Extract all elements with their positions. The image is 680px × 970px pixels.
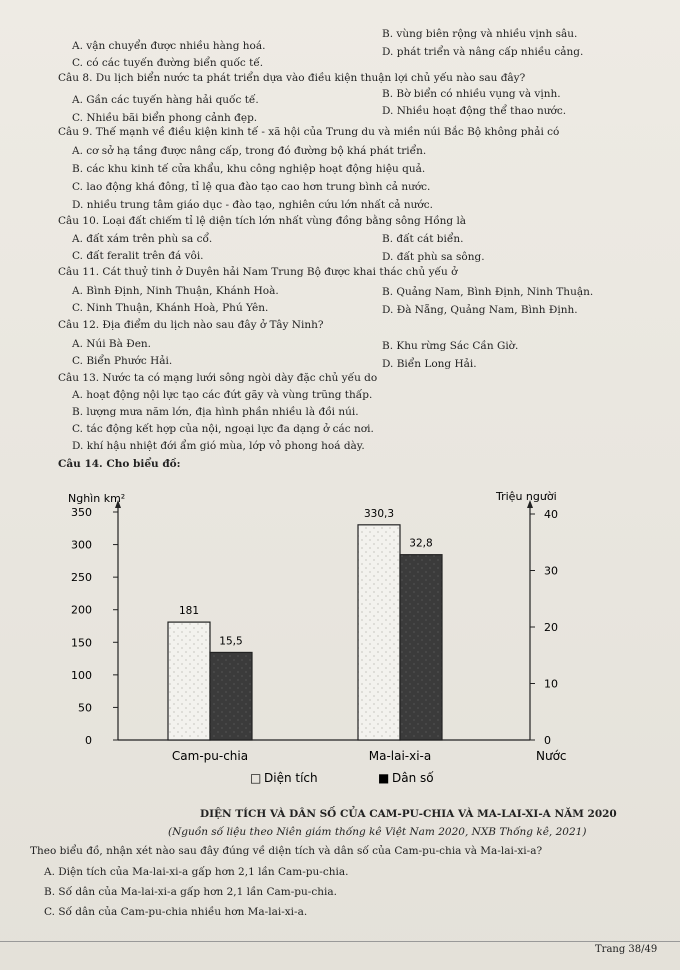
q7-option-c: C. có các tuyến đường biển quốc tế. [72,57,264,69]
left-tick-label: 0 [85,734,92,747]
q8-stem: Câu 8. Du lịch biển nước ta phát triển dựa vào điều kiện thuận lợi chủ yếu nào sau đây? [58,72,526,84]
q11-option-c: C. Ninh Thuận, Khánh Hoà, Phú Yên. [72,302,269,314]
area-value-label: 181 [178,605,200,618]
area-bar-1 [168,622,210,740]
q14-option-c: C. Số dân của Cam-pu-chia nhiều hơn Ma-lai-xi-a. [44,906,308,918]
left-tick-label: 150 [71,636,92,650]
q9-stem: Câu 9. Thế mạnh về điều kiện kinh tế - xã hội của Trung du và miền núi Bắc Bộ không phải có [58,126,560,138]
q14-question: Theo biểu đồ, nhận xét nào sau đây đúng về diện tích và dân số của Cam-pu-chia và Ma-lai-xi-a? [30,845,543,857]
q7-option-d: D. phát triển và nâng cấp nhiều cảng. [382,46,584,58]
q10-option-a: A. đất xám trên phù sa cổ. [72,233,213,245]
q12-option-c: C. Biển Phước Hải. [72,355,173,367]
q9-option-c: C. lao động khá đông, tỉ lệ qua đào tạo cao hơn trung bình cả nước. [72,181,431,193]
population-value-label: 32,8 [409,537,433,550]
q13-option-d: D. khí hậu nhiệt đới ẩm gió mùa, lớp vỏ phong hoá dày. [72,440,365,452]
footer-divider [0,941,680,942]
left-axis-title: Nghìn km² [68,492,126,505]
legend-population-label: Dân số [392,771,434,785]
chart-source: (Nguồn số liệu theo Niên giám thống kê Việt Nam 2020, NXB Thống kê, 2021) [168,826,587,838]
legend-area-symbol: □ [250,771,262,785]
q9-option-b: B. các khu kinh tế cửa khẩu, khu công nghiệp hoạt động hiệu quả. [72,163,426,175]
area-value-label: 330,3 [363,507,395,520]
q9-option-d: D. nhiều trung tâm giáo dục - đào tạo, nghiên cứu lớn nhất cả nước. [72,199,433,211]
q12-option-a: A. Núi Bà Đen. [72,338,152,350]
q10-option-b: B. đất cát biển. [382,233,464,245]
q7-option-b: B. vùng biên rộng và nhiều vịnh sâu. [382,28,578,40]
q14-stem: Câu 14. Cho biểu đồ: [58,458,181,470]
population-bar-2 [400,555,442,740]
q12-stem: Câu 12. Địa điểm du lịch nào sau đây ở Tây Ninh? [58,319,324,331]
population-bar-1 [210,652,252,740]
right-tick-label: 10 [544,677,558,691]
left-tick-label: 300 [71,538,92,552]
right-axis-title: Triệu người [496,490,557,503]
chart-bars [168,525,442,740]
q13-stem: Câu 13. Nước ta có mạng lưới sông ngòi dày đặc chủ yếu do [58,372,378,384]
category-label: Ma-lai-xi-a [368,749,432,763]
q8-option-d: D. Nhiều hoạt động thể thao nước. [382,105,567,117]
q8-option-c: C. Nhiều bãi biển phong cảnh đẹp. [72,112,258,124]
q12-option-b: B. Khu rừng Sác Cần Giờ. [382,340,519,352]
legend-area-label: Diện tích [264,771,318,785]
chart-axes [68,490,558,747]
q10-stem: Câu 10. Loại đất chiếm tỉ lệ diện tích lớn nhất vùng đồng bằng sông Hồng là [58,215,467,227]
left-tick-label: 50 [78,701,92,715]
left-tick-label: 100 [71,668,92,682]
right-tick-label: 30 [544,564,558,578]
population-value-label: 15,5 [219,635,243,648]
chart-caption: DIỆN TÍCH VÀ DÂN SỐ CỦA CAM-PU-CHIA VÀ MA-LAI-XI-A NĂM 2020 [200,808,617,820]
left-tick-label: 250 [71,571,92,585]
area-bar-2 [358,525,400,740]
q11-option-b: B. Quảng Nam, Bình Định, Ninh Thuận. [382,286,594,298]
q13-option-b: B. lượng mưa năm lớn, địa hình phần nhiều là đồi núi. [72,406,359,418]
q10-option-d: D. đất phù sa sông. [382,251,485,263]
page-number: Trang 38/49 [595,944,658,955]
q11-option-d: D. Đà Nẵng, Quảng Nam, Bình Định. [382,304,578,316]
q7-option-a: A. vận chuyển được nhiều hàng hoá. [72,40,266,52]
category-label: Cam-pu-chia [171,749,249,763]
x-end-label: Nước [536,749,567,763]
q8-option-a: A. Gần các tuyến hàng hải quốc tế. [72,94,259,106]
left-tick-label: 350 [71,506,92,519]
q12-option-d: D. Biển Long Hải. [382,358,477,370]
combo-bar-chart [60,470,620,790]
q13-option-a: A. hoạt động nội lực tạo các đứt gãy và vùng trũng thấp. [72,389,373,401]
q13-option-c: C. tác động kết hợp của nội, ngoại lực đa dạng ở các nơi. [72,423,374,435]
q14-option-a: A. Diện tích của Ma-lai-xi-a gấp hơn 2,1 lần Cam-pu-chia. [44,866,349,878]
q9-option-a: A. cơ sở hạ tầng được nâng cấp, trong đó đường bộ khá phát triển. [72,145,427,157]
legend-population-symbol: ■ [378,771,390,785]
q11-option-a: A. Bình Định, Ninh Thuận, Khánh Hoà. [72,285,279,297]
q14-option-b: B. Số dân của Ma-lai-xi-a gấp hơn 2,1 lần Cam-pu-chia. [44,886,337,898]
q8-option-b: B. Bờ biển có nhiều vụng và vịnh. [382,88,561,100]
q11-stem: Câu 11. Cát thuỷ tinh ở Duyên hải Nam Trung Bộ được khai thác chủ yếu ở [58,266,458,278]
q10-option-c: C. đất feralit trên đá vôi. [72,250,204,262]
left-tick-label: 200 [71,603,92,617]
right-tick-label: 0 [544,734,551,747]
right-tick-label: 40 [544,508,558,521]
right-tick-label: 20 [544,621,558,634]
